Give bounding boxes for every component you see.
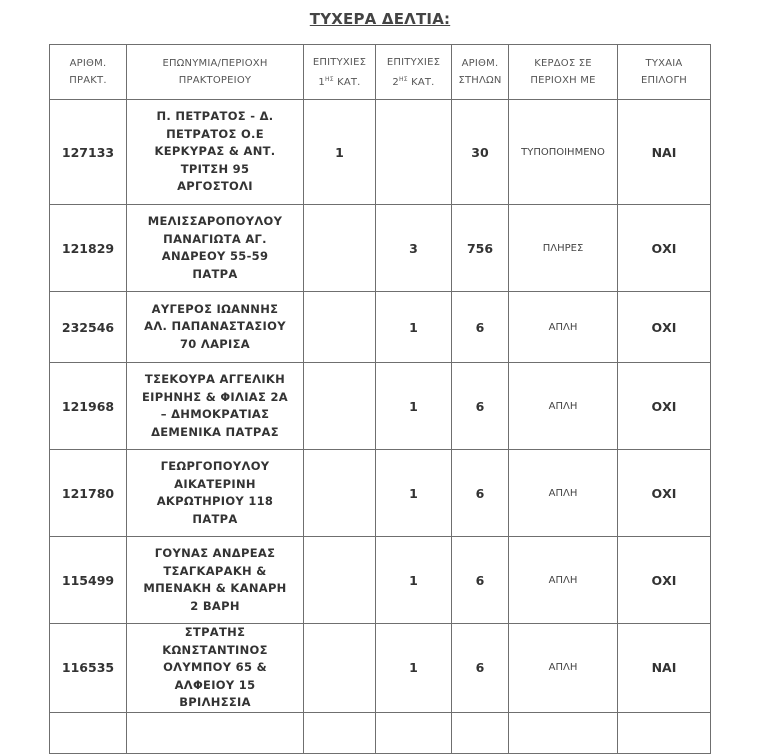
name-line: 2 ΒΑΡΗ xyxy=(190,598,240,613)
header-row xyxy=(50,45,711,100)
random-choice-cell: ΟΧΙ xyxy=(618,537,711,624)
header-wins-2nd xyxy=(376,45,452,100)
columns-cell: 30 xyxy=(452,100,509,205)
name-line: ΑΙΚΑΤΕΡΙΝΗ xyxy=(174,476,256,491)
columns-cell: 6 xyxy=(452,624,509,713)
header-name-line1: ΕΠΩΝΥΜΙΑ/ΠΕΡΙΟΧΗ xyxy=(162,58,268,69)
name-line: ΟΛΥΜΠΟΥ 65 & xyxy=(163,660,267,674)
table-row xyxy=(50,450,711,537)
wins-2nd-cell: 1 xyxy=(376,537,452,624)
agency-name-cell xyxy=(127,624,304,713)
header-gain-line2: ΠΕΡΙΟΧΗ ΜΕ xyxy=(530,75,596,86)
header-wins-1st-line1: ΕΠΙΤΥΧΙΕΣ xyxy=(312,56,367,68)
header-columns-line2: ΣΤΗΛΩΝ xyxy=(458,75,502,86)
columns-cell: 6 xyxy=(452,537,509,624)
header-random-line1: ΤΥΧΑΙΑ xyxy=(645,58,683,69)
winning-tickets-table xyxy=(49,44,711,754)
name-line: ΤΣΑΓΚΑΡΑΚΗ & xyxy=(163,563,267,578)
header-gain xyxy=(509,45,618,100)
name-line: ΓΟΥΝΑΣ ΑΝΔΡΕΑΣ xyxy=(154,546,276,560)
name-line: ΜΠΕΝΑΚΗ & ΚΑΝΑΡΗ xyxy=(143,581,287,595)
gain-cell: ΤΥΠΟΠΟΙΗΜΕΝΟ xyxy=(509,100,618,205)
header-agency-no-line1: ΑΡΙΘΜ. xyxy=(69,58,107,69)
wins-1st-cell xyxy=(304,292,376,363)
header-columns xyxy=(452,45,509,100)
name-line: ΑΥΓΕΡΟΣ ΙΩΑΝΝΗΣ xyxy=(151,301,279,316)
name-line: ΣΤΡΑΤΗΣ xyxy=(184,625,246,639)
wins-1st-cell xyxy=(304,363,376,450)
name-line: Π. ΠΕΤΡΑΤΟΣ - Δ. xyxy=(156,109,274,124)
agency-name-cell xyxy=(127,363,304,450)
random-choice-cell: ΟΧΙ xyxy=(618,450,711,537)
name-line: ΒΡΙΛΗΣΣΙΑ xyxy=(179,695,251,709)
table-row xyxy=(50,537,711,624)
wins-2nd-cell: 1 xyxy=(376,292,452,363)
table-row xyxy=(50,205,711,292)
agency-code-cell: 116535 xyxy=(50,624,127,713)
gain-cell: ΑΠΛΗ xyxy=(509,537,618,624)
header-wins-1st-number: 1 xyxy=(318,76,325,88)
wins-1st-cell xyxy=(304,624,376,713)
agency-code-cell: 121829 xyxy=(50,205,127,292)
columns-cell: 756 xyxy=(452,205,509,292)
empty-cell xyxy=(127,712,304,753)
name-line: ΠΑΝΑΓΙΩΤΑ ΑΓ. xyxy=(163,231,267,246)
name-line: 70 ΛΑΡΙΣΑ xyxy=(180,336,250,351)
gain-cell: ΑΠΛΗ xyxy=(509,624,618,713)
empty-cell xyxy=(304,712,376,753)
header-random-line2: ΕΠΙΛΟΓΗ xyxy=(641,75,687,86)
agency-code-cell: 232546 xyxy=(50,292,127,363)
random-choice-cell: ΟΧΙ xyxy=(618,363,711,450)
header-name-line2: ΠΡΑΚΤΟΡΕΙΟΥ xyxy=(178,75,252,86)
agency-code-cell: 115499 xyxy=(50,537,127,624)
name-line: – ΔΗΜΟΚΡΑΤΙΑΣ xyxy=(160,407,270,421)
gain-cell: ΑΠΛΗ xyxy=(509,292,618,363)
header-wins-2nd-suffix: ΗΣ xyxy=(398,75,408,83)
wins-2nd-cell xyxy=(376,100,452,205)
name-line: ΚΩΝΣΤΑΝΤΙΝΟΣ xyxy=(162,642,268,657)
agency-name-cell xyxy=(127,537,304,624)
empty-cell xyxy=(376,712,452,753)
name-line: ΜΕΛΙΣΣΑΡΟΠΟΥΛΟΥ xyxy=(147,214,283,228)
name-line: ΠΑΤΡΑ xyxy=(192,511,238,526)
random-choice-cell: ΟΧΙ xyxy=(618,292,711,363)
header-wins-2nd-number: 2 xyxy=(392,76,399,88)
name-line: ΑΝΔΡΕΟΥ 55-59 xyxy=(161,249,269,263)
table-row xyxy=(50,292,711,363)
gain-cell: ΑΠΛΗ xyxy=(509,363,618,450)
wins-2nd-cell: 1 xyxy=(376,363,452,450)
table-row xyxy=(50,624,711,713)
name-line: ΑΛ. ΠΑΠΑΝΑΣΤΑΣΙΟΥ xyxy=(144,319,286,334)
empty-cell xyxy=(509,712,618,753)
columns-cell: 6 xyxy=(452,450,509,537)
empty-cell xyxy=(452,712,509,753)
header-agency-no xyxy=(50,45,127,100)
random-choice-cell: ΟΧΙ xyxy=(618,205,711,292)
page-title: ΤΥΧΕΡΑ ΔΕΛΤΙΑ: xyxy=(309,10,451,28)
table-row xyxy=(50,100,711,205)
gain-cell: ΑΠΛΗ xyxy=(509,450,618,537)
name-line: ΑΛΦΕΙΟΥ 15 xyxy=(174,677,256,692)
wins-1st-cell xyxy=(304,205,376,292)
empty-cell xyxy=(618,712,711,753)
name-line: ΔΕΜΕΝΙΚΑ ΠΑΤΡΑΣ xyxy=(151,424,279,439)
wins-2nd-cell: 1 xyxy=(376,624,452,713)
name-line: ΑΡΓΟΣΤΟΛΙ xyxy=(177,179,253,194)
table-row-partial xyxy=(50,712,711,753)
header-wins-2nd-cat: ΚΑΤ. xyxy=(407,76,435,88)
wins-1st-cell xyxy=(304,450,376,537)
header-columns-line1: ΑΡΙΘΜ. xyxy=(461,58,499,69)
header-agency-no-line2: ΠΡΑΚΤ. xyxy=(69,75,107,86)
wins-2nd-cell: 1 xyxy=(376,450,452,537)
agency-name-cell xyxy=(127,292,304,363)
random-choice-cell: ΝΑΙ xyxy=(618,624,711,713)
columns-cell: 6 xyxy=(452,363,509,450)
name-line: ΚΕΡΚΥΡΑΣ & ΑΝΤ. xyxy=(154,144,276,159)
header-random xyxy=(618,45,711,100)
columns-cell: 6 xyxy=(452,292,509,363)
wins-1st-cell: 1 xyxy=(304,100,376,205)
header-wins-1st xyxy=(304,45,376,100)
name-line: ΓΕΩΡΓΟΠΟΥΛΟΥ xyxy=(160,459,270,473)
wins-2nd-cell: 3 xyxy=(376,205,452,292)
header-wins-2nd-line1: ΕΠΙΤΥΧΙΕΣ xyxy=(386,56,441,68)
table-row xyxy=(50,363,711,450)
agency-name-cell xyxy=(127,205,304,292)
agency-name-cell xyxy=(127,100,304,205)
agency-name-cell xyxy=(127,450,304,537)
name-line: ΑΚΡΩΤΗΡΙΟΥ 118 xyxy=(156,494,274,508)
name-line: ΤΡΙΤΣΗ 95 xyxy=(180,161,250,176)
name-line: ΠΑΤΡΑ xyxy=(192,266,238,281)
header-name xyxy=(127,45,304,100)
agency-code-cell: 121968 xyxy=(50,363,127,450)
gain-cell: ΠΛΗΡΕΣ xyxy=(509,205,618,292)
agency-code-cell: 127133 xyxy=(50,100,127,205)
name-line: ΤΣΕΚΟΥΡΑ ΑΓΓΕΛΙΚΗ xyxy=(144,372,286,386)
header-wins-1st-cat: ΚΑΤ. xyxy=(333,76,361,88)
name-line: ΕΙΡΗΝΗΣ & ΦΙΛΙΑΣ 2Α xyxy=(142,389,288,404)
header-wins-1st-suffix: ΗΣ xyxy=(324,75,334,83)
agency-code-cell: 121780 xyxy=(50,450,127,537)
random-choice-cell: ΝΑΙ xyxy=(618,100,711,205)
header-gain-line1: ΚΕΡΔΟΣ ΣΕ xyxy=(534,58,592,69)
wins-1st-cell xyxy=(304,537,376,624)
name-line: ΠΕΤΡΑΤΟΣ Ο.Ε xyxy=(166,126,264,141)
empty-cell xyxy=(50,712,127,753)
